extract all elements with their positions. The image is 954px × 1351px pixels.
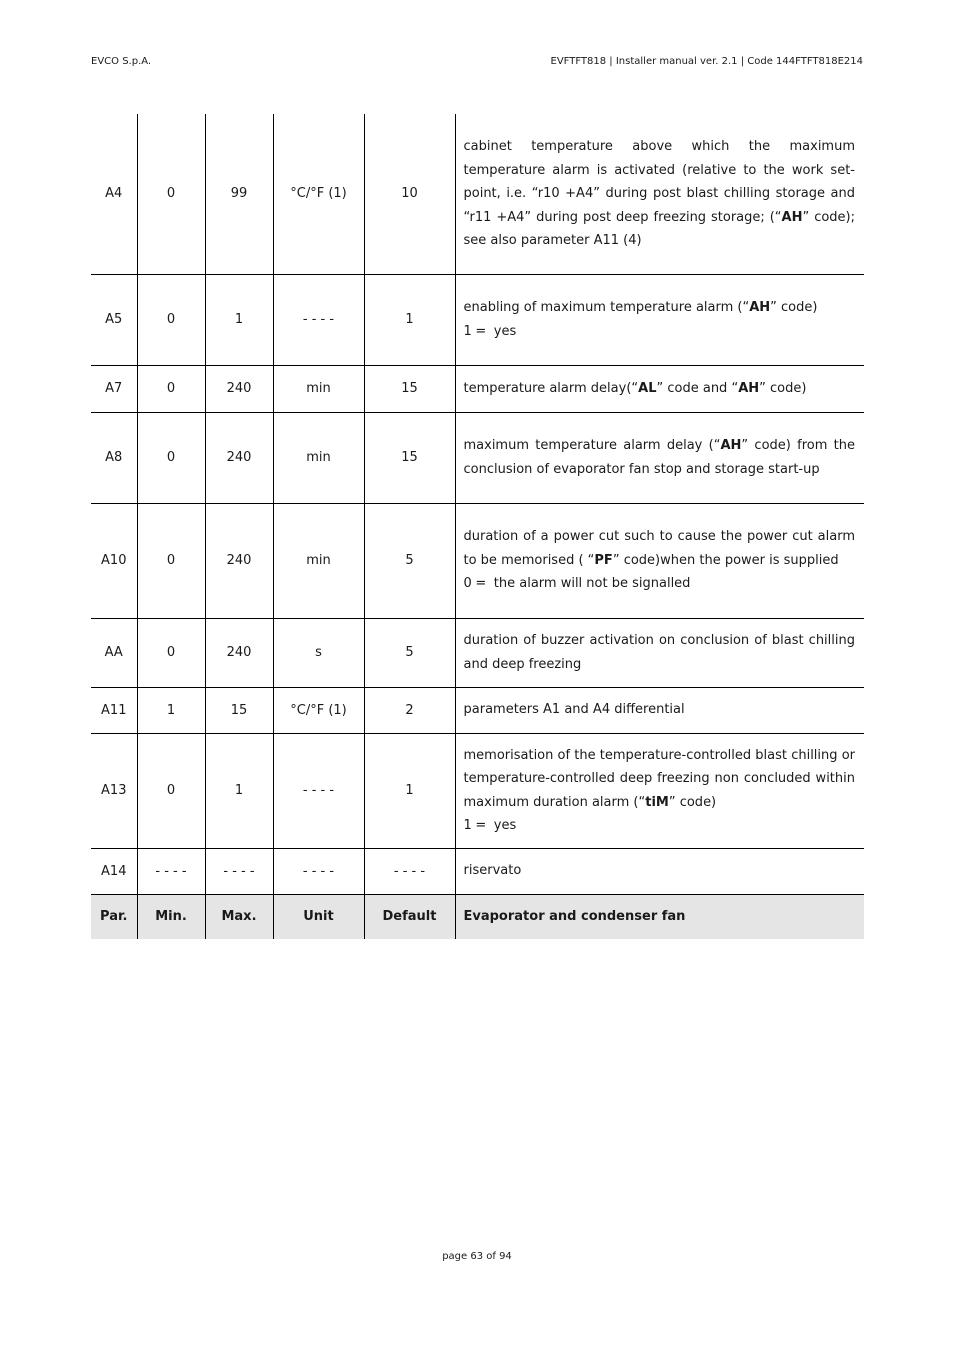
cell-min: 0 <box>137 618 205 687</box>
cell-description: duration of buzzer activation on conclusion of blast chilling and deep freezing <box>455 618 864 687</box>
table-row-a4 <box>91 114 864 274</box>
table-row-a11 <box>91 687 864 733</box>
cell-default: 1 <box>364 274 455 365</box>
cell-unit: - - - - <box>273 848 364 894</box>
cell-description: parameters A1 and A4 differential <box>455 687 864 733</box>
cell-max: 240 <box>205 412 273 503</box>
cell-par: A11 <box>91 687 137 733</box>
cell-par: A7 <box>91 365 137 412</box>
cell-default: 1 <box>364 733 455 848</box>
cell-par: A5 <box>91 274 137 365</box>
cell-max: 240 <box>205 365 273 412</box>
cell-max: 240 <box>205 503 273 618</box>
cell-max: 99 <box>205 114 273 274</box>
table-section-header <box>91 894 864 939</box>
cell-description: duration of a power cut such to cause the power cut alarm to be memorised ( “PF” code)when the power is supplied 0 = the alarm will not be signalled <box>455 503 864 618</box>
cell-par: A4 <box>91 114 137 274</box>
cell-par: A13 <box>91 733 137 848</box>
header-min: Min. <box>137 894 205 939</box>
cell-min: 0 <box>137 114 205 274</box>
cell-unit: °C/°F (1) <box>273 114 364 274</box>
header-unit: Unit <box>273 894 364 939</box>
cell-description: riservato <box>455 848 864 894</box>
cell-par: A8 <box>91 412 137 503</box>
cell-unit: - - - - <box>273 274 364 365</box>
cell-min: 0 <box>137 733 205 848</box>
cell-max: 240 <box>205 618 273 687</box>
cell-par: AA <box>91 618 137 687</box>
header-section-title: Evaporator and condenser fan <box>455 894 864 939</box>
parameters-table <box>91 114 864 939</box>
header-par: Par. <box>91 894 137 939</box>
page-number: page 63 of 94 <box>442 1251 512 1262</box>
cell-max: 15 <box>205 687 273 733</box>
table-row-aa <box>91 618 864 687</box>
cell-unit: min <box>273 412 364 503</box>
cell-max: 1 <box>205 274 273 365</box>
cell-unit: °C/°F (1) <box>273 687 364 733</box>
cell-max: 1 <box>205 733 273 848</box>
cell-description: cabinet temperature above which the maximum temperature alarm is activated (relative to the work set-point, i.e. “r10 +A4” during post blast chilling storage and “r11 +A4” during post deep freezing storage; (“AH” code); see also parameter A11 (4) <box>455 114 864 274</box>
document-company: EVCO S.p.A. <box>91 56 152 67</box>
cell-unit: s <box>273 618 364 687</box>
cell-unit: min <box>273 365 364 412</box>
cell-default: 15 <box>364 365 455 412</box>
cell-default: 15 <box>364 412 455 503</box>
header-max: Max. <box>205 894 273 939</box>
cell-description: maximum temperature alarm delay (“AH” code) from the conclusion of evaporator fan stop and storage start-up <box>455 412 864 503</box>
header-default: Default <box>364 894 455 939</box>
cell-default: 10 <box>364 114 455 274</box>
cell-unit: - - - - <box>273 733 364 848</box>
cell-max: - - - - <box>205 848 273 894</box>
document-title: EVFTFT818 | Installer manual ver. 2.1 | Code 144FTFT818E214 <box>550 56 863 67</box>
cell-default: - - - - <box>364 848 455 894</box>
cell-unit: min <box>273 503 364 618</box>
cell-par: A14 <box>91 848 137 894</box>
cell-description: temperature alarm delay(“AL” code and “AH” code) <box>455 365 864 412</box>
cell-description: memorisation of the temperature-controlled blast chilling or temperature-controlled deep freezing non concluded within maximum duration alarm (“tiM” code) 1 = yes <box>455 733 864 848</box>
table-row-a7 <box>91 365 864 412</box>
cell-min: 0 <box>137 274 205 365</box>
cell-min: - - - - <box>137 848 205 894</box>
cell-min: 1 <box>137 687 205 733</box>
table-row-a10 <box>91 503 864 618</box>
cell-default: 2 <box>364 687 455 733</box>
cell-default: 5 <box>364 618 455 687</box>
table-row-a13 <box>91 733 864 848</box>
cell-min: 0 <box>137 365 205 412</box>
cell-description: enabling of maximum temperature alarm (“AH” code) 1 = yes <box>455 274 864 365</box>
table-row-a8 <box>91 412 864 503</box>
table-row-a5 <box>91 274 864 365</box>
cell-par: A10 <box>91 503 137 618</box>
cell-default: 5 <box>364 503 455 618</box>
cell-min: 0 <box>137 412 205 503</box>
table-row-a14 <box>91 848 864 894</box>
cell-min: 0 <box>137 503 205 618</box>
